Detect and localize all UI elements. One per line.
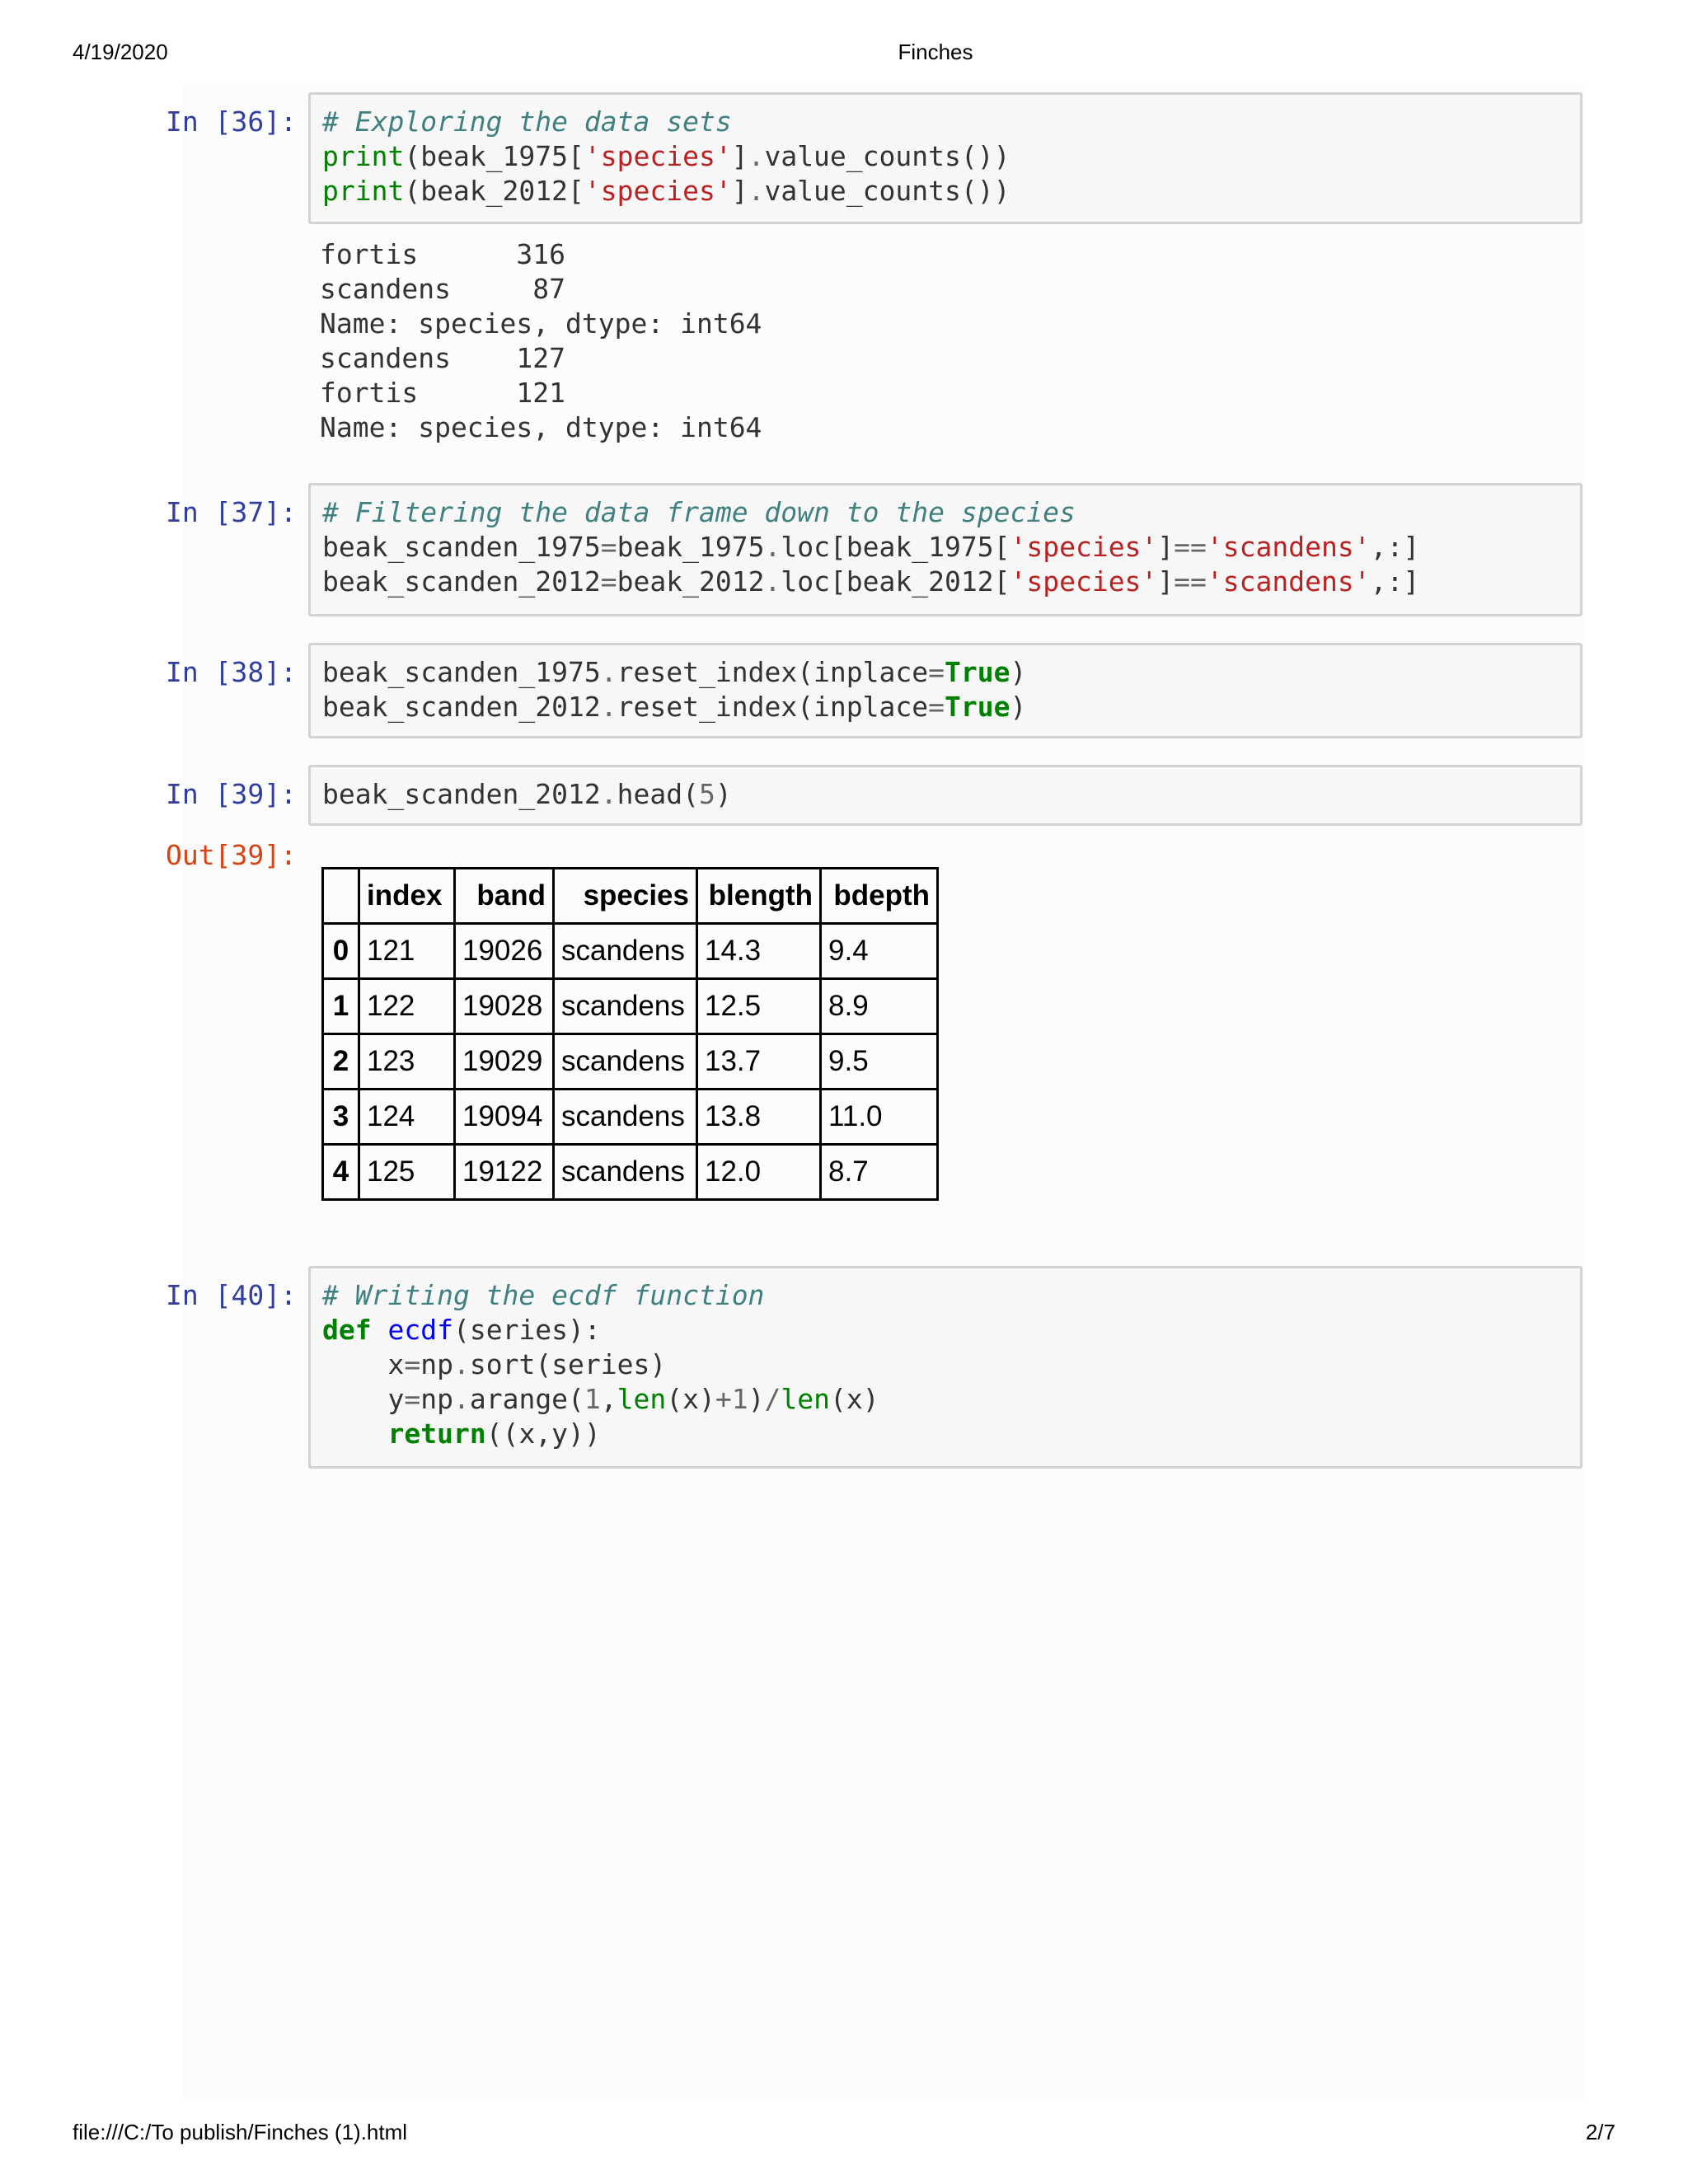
- output-text: fortis 316 scandens 87 Name: species, dtype: int64 scandens 127 fortis 121 Name: species, dtype: int64: [320, 238, 762, 443]
- table-cell: 13.7: [697, 1034, 821, 1090]
- print-date: 4/19/2020: [73, 40, 168, 64]
- table-cell: 19029: [455, 1034, 554, 1090]
- code-text: beak_scanden_1975.reset_index(inplace=True) beak_scanden_2012.reset_index(inplace=True): [322, 656, 1027, 723]
- table-row: [323, 924, 938, 979]
- input-prompt: In [37]:: [166, 496, 297, 528]
- code-text: # Writing the ecdf function def ecdf(series): x=np.sort(series) y=np.arange(1,len(x)+1)/len(x) return((x,y)): [322, 1279, 879, 1450]
- column-header: index: [359, 869, 455, 924]
- code-comment: # Writing the ecdf function: [322, 1279, 765, 1311]
- code-input[interactable]: [308, 765, 1582, 826]
- table-cell: 123: [359, 1034, 455, 1090]
- code-comment: # Filtering the data frame down to the species: [322, 496, 1076, 528]
- table-cell: 8.9: [821, 979, 938, 1034]
- table-cell: 9.4: [821, 924, 938, 979]
- code-cell-37: [165, 483, 1582, 618]
- row-index: 1: [323, 979, 359, 1034]
- code-cell-38: [165, 643, 1582, 738]
- table-cell: scandens: [554, 1090, 697, 1145]
- code-input[interactable]: [308, 483, 1582, 616]
- table-row: [323, 1090, 938, 1145]
- code-input[interactable]: [308, 1266, 1582, 1469]
- output-prompt: Out[39]:: [166, 839, 297, 871]
- input-prompt: In [40]:: [166, 1279, 297, 1311]
- table-cell: 11.0: [821, 1090, 938, 1145]
- cell-output: [320, 237, 762, 445]
- row-index: 4: [323, 1145, 359, 1200]
- table-cell: scandens: [554, 1034, 697, 1090]
- table-cell: 13.8: [697, 1090, 821, 1145]
- table-cell: 8.7: [821, 1145, 938, 1200]
- table-cell: 19094: [455, 1090, 554, 1145]
- table-cell: 12.5: [697, 979, 821, 1034]
- table-cell: 124: [359, 1090, 455, 1145]
- table-cell: scandens: [554, 1145, 697, 1200]
- code-cell-39: [165, 765, 1582, 1226]
- code-text: # Exploring the data sets print(beak_1975['species'].value_counts()) print(beak_2012['species'].value_counts()): [322, 105, 1010, 207]
- table-cell: 121: [359, 924, 455, 979]
- table-row: [323, 1034, 938, 1090]
- code-text: # Filtering the data frame down to the species beak_scanden_1975=beak_1975.loc[beak_1975['species']=='scandens',:] beak_scanden_2012=beak_2012.loc[beak_2012['species']=='scandens',:]: [322, 496, 1420, 598]
- code-cell-36: [165, 92, 1582, 455]
- input-prompt: In [39]:: [166, 778, 297, 810]
- table-cell: 12.0: [697, 1145, 821, 1200]
- table-header-row: [323, 869, 938, 924]
- code-input[interactable]: [308, 92, 1582, 224]
- row-index: 3: [323, 1090, 359, 1145]
- code-input[interactable]: [308, 643, 1582, 738]
- table-row: [323, 1145, 938, 1200]
- page-number: 2/7: [1585, 2120, 1615, 2144]
- column-header: [323, 869, 359, 924]
- table-cell: scandens: [554, 979, 697, 1034]
- table-cell: scandens: [554, 924, 697, 979]
- table-cell: 14.3: [697, 924, 821, 979]
- column-header: bdepth: [821, 869, 938, 924]
- column-header: blength: [697, 869, 821, 924]
- table-cell: 19028: [455, 979, 554, 1034]
- table-row: [323, 979, 938, 1034]
- table-cell: 9.5: [821, 1034, 938, 1090]
- table-cell: 19026: [455, 924, 554, 979]
- code-comment: # Exploring the data sets: [322, 105, 732, 138]
- page-title: Finches: [898, 40, 973, 64]
- table-cell: 122: [359, 979, 455, 1034]
- column-header: band: [455, 869, 554, 924]
- dataframe-table: [321, 867, 939, 1201]
- row-index: 2: [323, 1034, 359, 1090]
- code-cell-40: [165, 1266, 1582, 1469]
- column-header: species: [554, 869, 697, 924]
- table-cell: 125: [359, 1145, 455, 1200]
- input-prompt: In [36]:: [166, 105, 297, 138]
- code-text: beak_scanden_2012.head(5): [322, 778, 732, 810]
- input-prompt: In [38]:: [166, 656, 297, 688]
- table-cell: 19122: [455, 1145, 554, 1200]
- row-index: 0: [323, 924, 359, 979]
- file-path: file:///C:/To publish/Finches (1).html: [73, 2120, 408, 2144]
